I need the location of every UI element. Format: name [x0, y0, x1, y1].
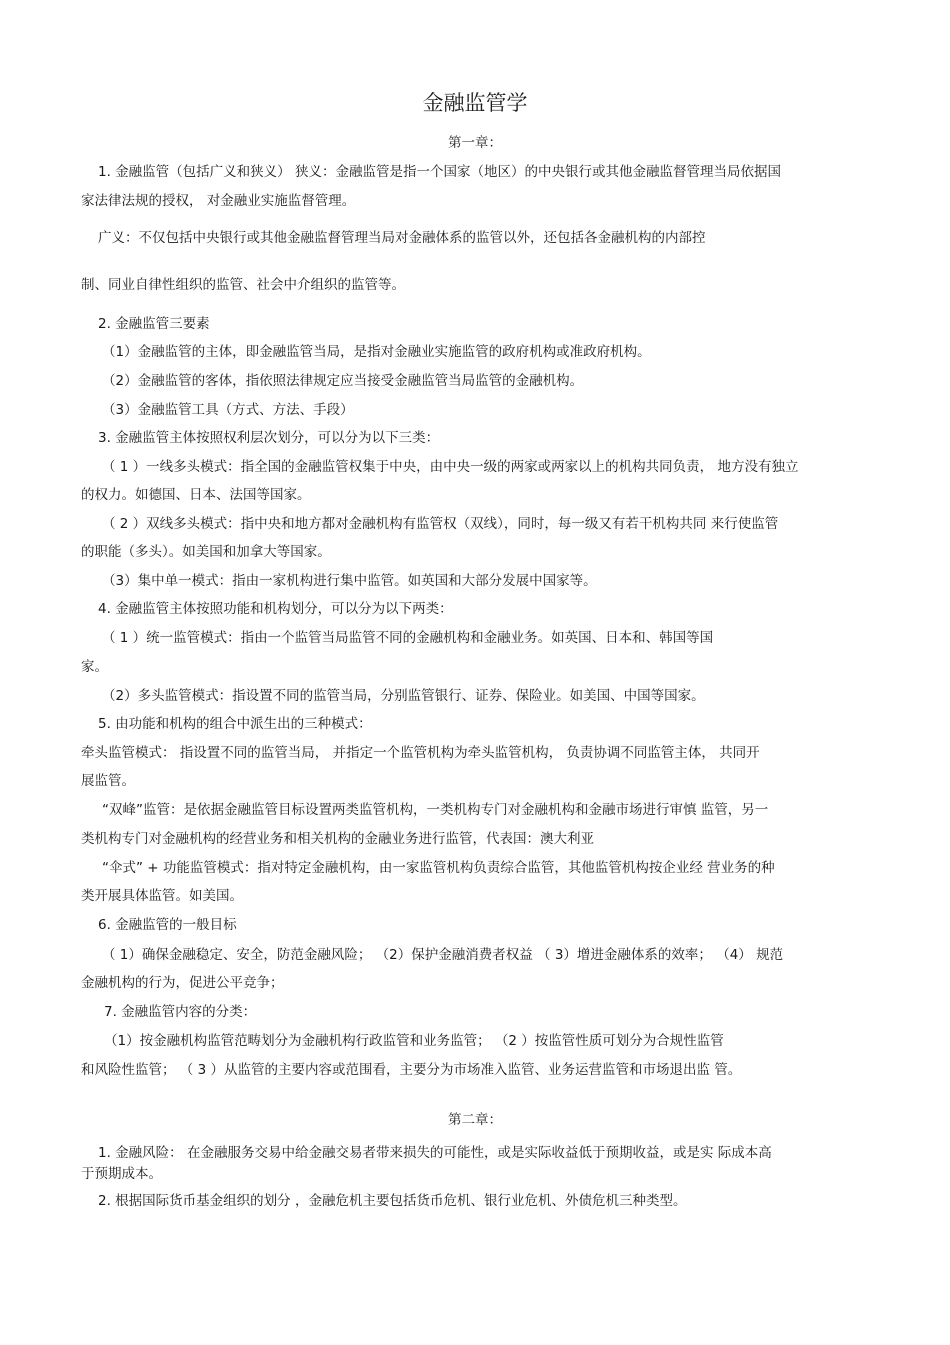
text-line: （3）集中单一模式：指由一家机构进行集中监管。如英国和大部分发展中国家等。 — [102, 573, 597, 589]
text-line: 制、同业自律性组织的监管、社会中介组织的监管等。 — [81, 277, 405, 293]
text-line: （ 1）确保金融稳定、安全，防范金融风险； （2）保护金融消费者权益 （ 3）增进金融体系的效率； （4） 规范 — [102, 947, 784, 963]
text-line: 的职能（多头）。如美国和加拿大等国家。 — [81, 544, 331, 560]
chapter-heading: 第一章： — [448, 135, 502, 151]
text-line: （ 1 ）统一监管模式：指由一个监管当局监管不同的金融机构和金融业务。如英国、日本和、韩国等国 — [102, 630, 714, 646]
text-line: 展监管。 — [81, 773, 135, 789]
text-line: （ 1 ）一线多头模式：指全国的金融监管权集于中央，由中央一级的两家或两家以上的机构共同负责， 地方没有独立 — [102, 459, 799, 475]
text-line: （2）多头监管模式：指设置不同的监管当局，分别监管银行、证券、保险业。如美国、中国等国家。 — [102, 688, 705, 704]
text-line: “双峰”监管：是依据金融监管目标设置两类监管机构，一类机构专门对金融机构和金融市场进行审慎 监管，另一 — [102, 802, 769, 818]
text-line: 3. 金融监管主体按照权利层次划分，可以分为以下三类： — [98, 430, 440, 446]
text-line: 4. 金融监管主体按照功能和机构划分，可以分为以下两类： — [98, 601, 453, 617]
text-line: （ 2 ）双线多头模式：指中央和地方都对金融机构有监管权（双线），同时，每一级又有若干机构共同 来行使监管 — [102, 516, 779, 532]
text-line: 和风险性监管； （ 3 ）从监管的主要内容或范围看，主要分为市场准入监管、业务运营监管和市场退出监 管。 — [81, 1062, 742, 1078]
text-line: 2. 金融监管三要素 — [98, 316, 210, 332]
text-line: 广义：不仅包括中央银行或其他金融监督管理当局对金融体系的监管以外，还包括各金融机构的内部控 — [98, 230, 706, 246]
text-line: 7. 金融监管内容的分类： — [104, 1004, 257, 1020]
text-line: 1. 金融监管（包括广义和狭义） 狭义：金融监管是指一个国家（地区）的中央银行或其他金融监督管理当局依据国 — [98, 164, 781, 180]
text-line: 金融机构的行为，促进公平竞争； — [81, 975, 284, 991]
text-line: 家法律法规的授权， 对金融业实施监督管理。 — [81, 193, 356, 209]
text-line: 2. 根据国际货币基金组织的划分 ，金融危机主要包括货币危机、银行业危机、外债危机三种类型。 — [98, 1193, 687, 1209]
text-line: 的权力。如德国、日本、法国等国家。 — [81, 487, 311, 503]
text-line: 类开展具体监管。如美国。 — [81, 888, 243, 904]
chapter-heading: 第二章： — [448, 1112, 502, 1128]
text-line: （1）金融监管的主体，即金融监管当局，是指对金融业实施监管的政府机构或准政府机构。 — [102, 344, 651, 360]
text-line: （2）金融监管的客体，指依照法律规定应当接受金融监管当局监管的金融机构。 — [102, 373, 584, 389]
text-line: 牵头监管模式： 指设置不同的监管当局， 并指定一个监管机构为牵头监管机构， 负责协调不同监管主体， 共同开 — [81, 745, 760, 761]
text-line: 于预期成本。 — [81, 1166, 162, 1182]
text-line: 5. 由功能和机构的组合中派生出的三种模式： — [98, 716, 372, 732]
text-line: 1. 金融风险： 在金融服务交易中给金融交易者带来损失的可能性，或是实际收益低于预期收益，或是实 际成本高 — [98, 1145, 772, 1161]
text-line: 6. 金融监管的一般目标 — [98, 917, 237, 933]
text-line: （1）按金融机构监管范畴划分为金融机构行政监管和业务监管； （2 ）按监管性质可划分为合规性监管 — [104, 1033, 724, 1049]
text-line: （3）金融监管工具（方式、方法、手段） — [102, 402, 354, 418]
page-title: 金融监管学 — [422, 91, 528, 115]
text-line: “伞式” + 功能监管模式：指对特定金融机构，由一家监管机构负责综合监管，其他监管机构按企业经 营业务的种 — [102, 860, 775, 876]
text-line: 家。 — [81, 659, 108, 675]
text-line: 类机构专门对金融机构的经营业务和相关机构的金融业务进行监管，代表国：澳大利亚 — [81, 831, 594, 847]
